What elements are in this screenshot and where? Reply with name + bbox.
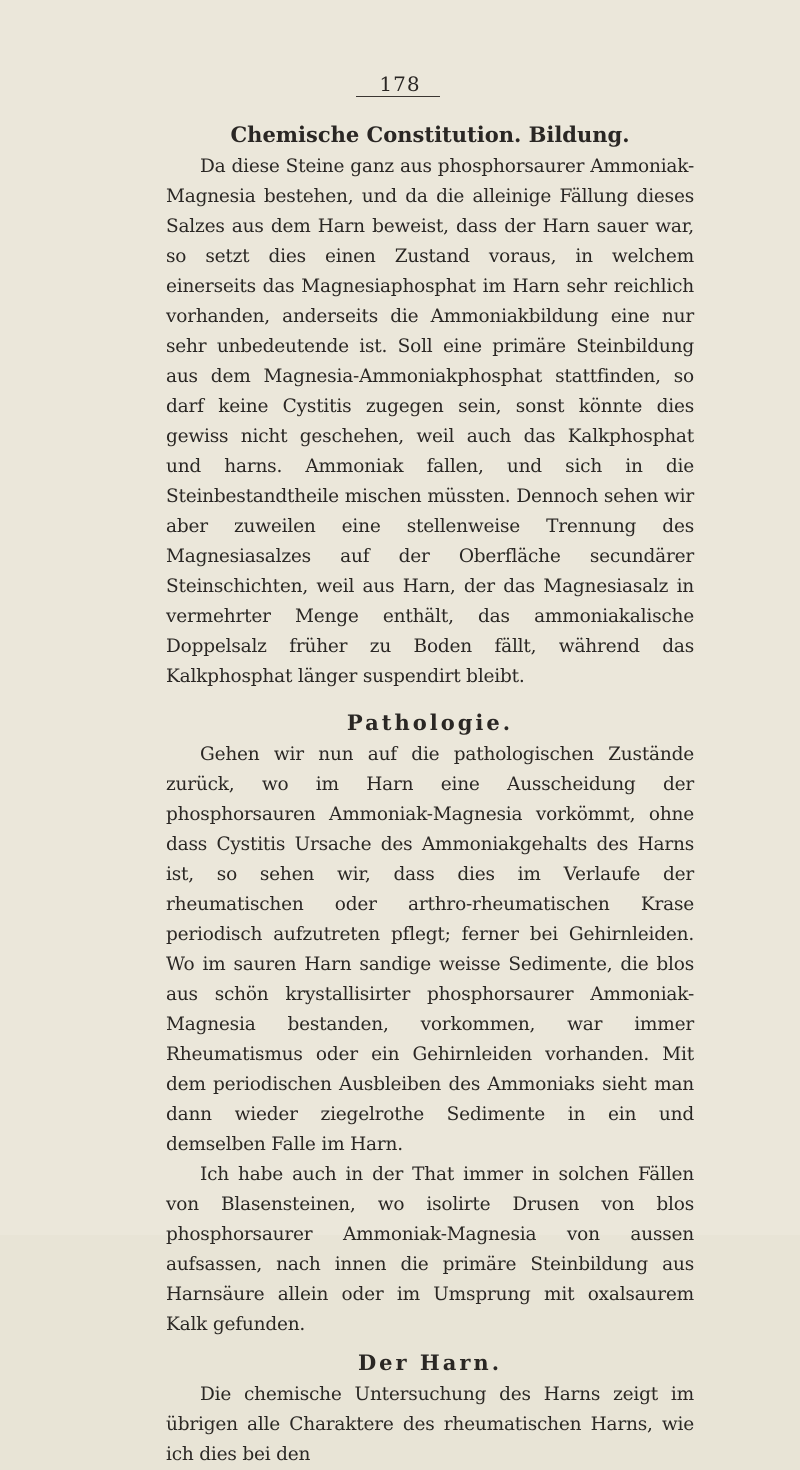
section-heading-der-harn: Der Harn. xyxy=(357,1350,503,1375)
paragraph-der-harn: Die chemische Untersuchung des Harns zeigt im übrigen alle Charaktere des rheumatischen Harns, wie ich dies bei den xyxy=(166,1384,694,1465)
page-number: 178 xyxy=(379,72,421,96)
text-body xyxy=(166,118,694,1470)
page-number-rule xyxy=(356,96,440,97)
section-spacer xyxy=(166,692,694,706)
paragraph-pathologie-2: Ich habe auch in der That immer in solchen Fällen von Blasensteinen, wo isolirte Drusen von blos phosphorsaurer Ammoniak-Magnesia von aussen aufsassen, nach innen die primäre Steinbildung aus Harnsäure allein oder im Umsprung mit oxalsaurem Kalk gefunden. xyxy=(166,1164,694,1335)
section-heading-pathologie: Pathologie. xyxy=(346,710,514,735)
paragraph-pathologie-1: Gehen wir nun auf die pathologischen Zustände zurück, wo im Harn eine Ausscheidung der phosphorsauren Ammoniak-Magnesia vorkömmt, ohne dass Cystitis Ursache des Ammoniakgehalts des Harns ist, so sehen wir, dass dies im Verlaufe der rheumatischen oder arthro-rheumatischen Krase periodisch aufzutreten pflegt; ferner bei Gehirnleiden. Wo im sauren Harn sandige weisse Sedimente, die blos aus schön krystallisirter phosphorsaurer Ammoniak-Magnesia bestanden, vorkommen, war immer Rheumatismus oder ein Gehirnleiden vorhanden. Mit dem periodischen Ausbleiben des Ammoniaks sieht man dann wieder ziegelrothe Sedimente in ein und demselben Falle im Harn. xyxy=(166,744,694,1155)
section-heading-chemische-constitution: Chemische Constitution. Bildung. xyxy=(230,122,630,147)
paragraph-chemische-constitution: Da diese Steine ganz aus phosphorsaurer Ammoniak-Magnesia bestehen, und da die alleinige Fällung dieses Salzes aus dem Harn beweist, dass der Harn sauer war, so setzt dies einen Zustand voraus, in welchem einerseits das Magnesiaphosphat im Harn sehr reichlich vorhanden, anderseits die Ammoniakbildung eine nur sehr unbedeutende ist. Soll eine primäre Steinbildung aus dem Magnesia-Ammoniakphosphat stattfinden, so darf keine Cystitis zugegen sein, sonst könnte dies gewiss nicht geschehen, weil auch das Kalkphosphat und harns. Ammoniak fallen, und sich in die Steinbestandtheile mischen müssten. Dennoch sehen wir aber zuweilen eine stellenweise Trennung des Magnesiasalzes auf der Oberfläche secundärer Steinschichten, weil aus Harn, der das Magnesiasalz in vermehrter Menge enthält, das ammoniakalische Doppelsalz früher zu Boden fällt, während das Kalkphosphat länger suspendirt bleibt. xyxy=(166,156,694,687)
